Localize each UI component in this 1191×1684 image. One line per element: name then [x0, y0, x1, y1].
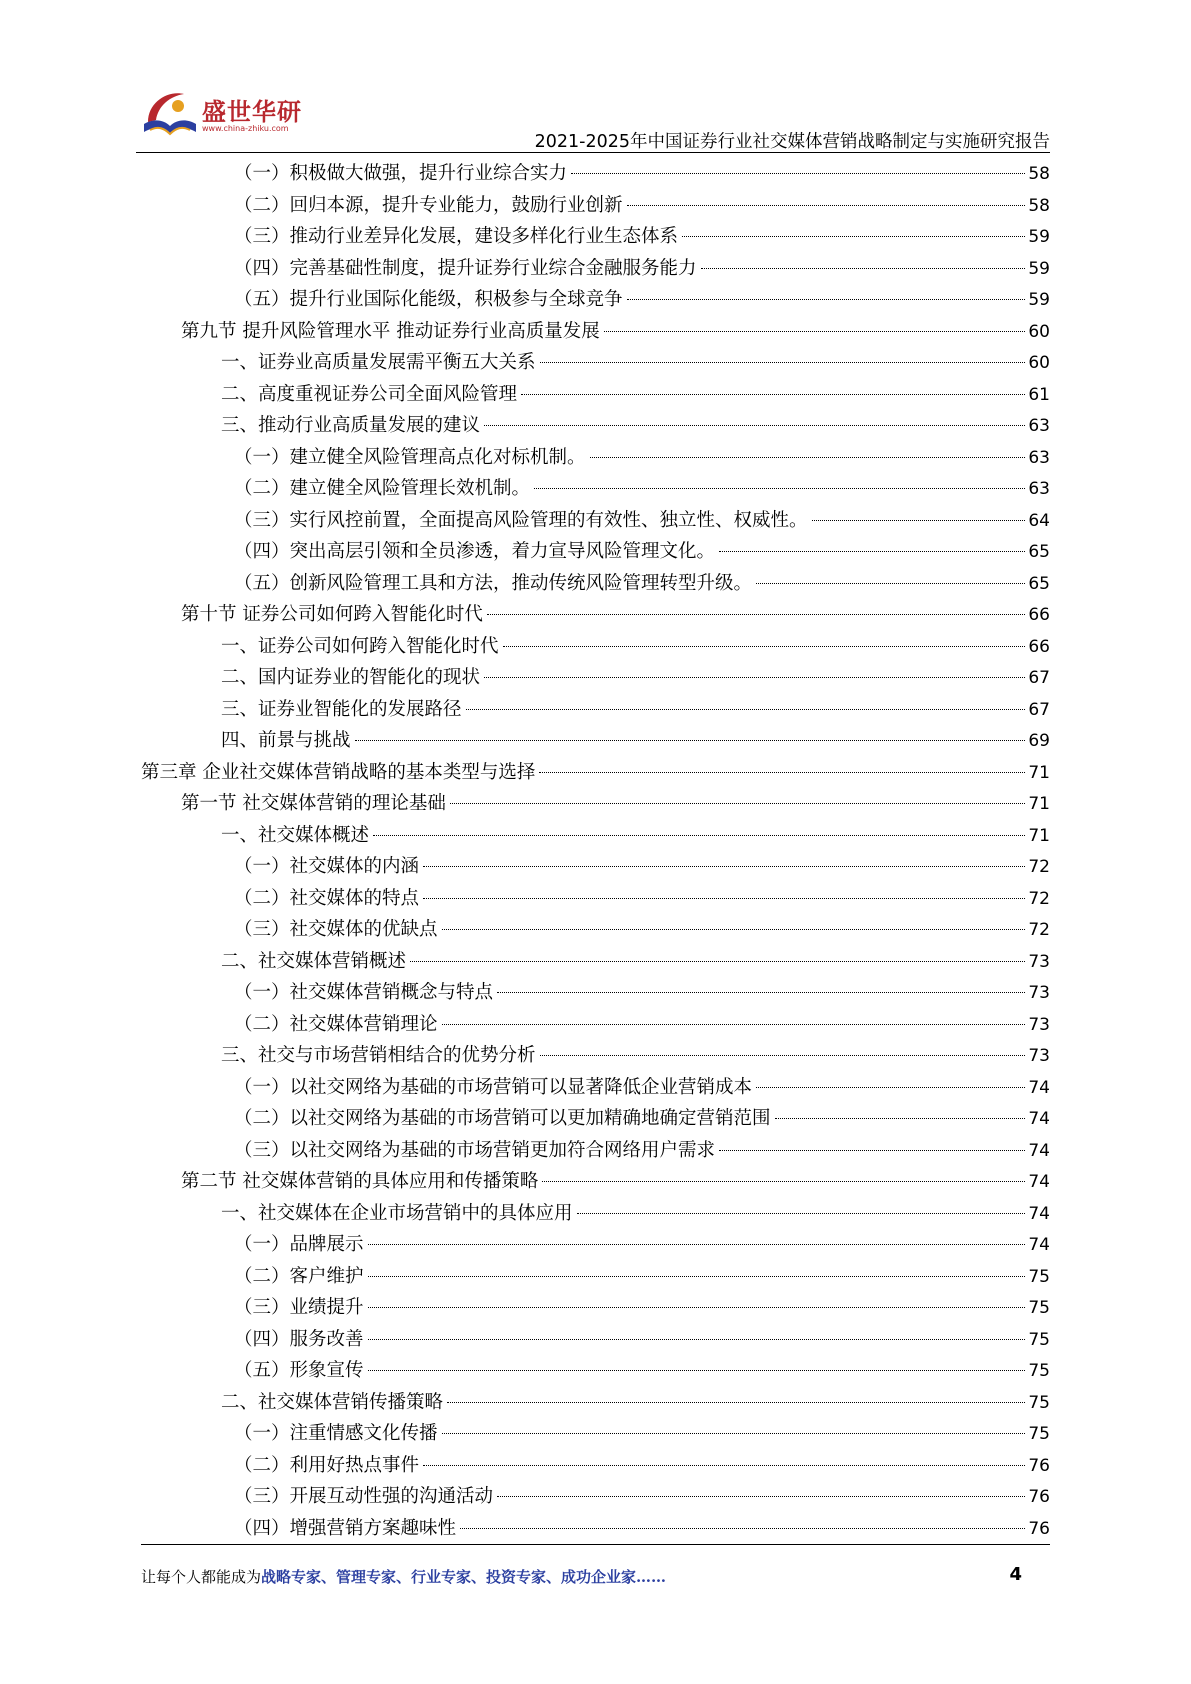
toc-entry-title: （二）回归本源，提升专业能力，鼓励行业创新 [234, 194, 623, 216]
toc-entry-title: （三）推动行业差异化发展，建设多样化行业生态体系 [234, 226, 679, 247]
toc-entry[interactable] [141, 1041, 1050, 1073]
toc-entry-title: （一）注重情感文化传播 [234, 1423, 438, 1444]
toc-entry-page: 74 [1028, 1203, 1050, 1224]
toc-entry[interactable] [141, 1073, 1050, 1105]
toc-entry[interactable] [141, 285, 1050, 317]
toc-entry[interactable] [141, 726, 1050, 758]
toc-entry[interactable] [141, 978, 1050, 1010]
footer-slogan-emphasis: 战略专家、管理专家、行业专家、投资专家、成功企业家…… [261, 1568, 667, 1586]
toc-entry[interactable] [141, 884, 1050, 916]
toc-dot-leader [542, 1181, 1025, 1182]
toc-entry-title: （二）客户维护 [234, 1265, 364, 1287]
toc-entry[interactable] [141, 1010, 1050, 1042]
toc-entry-page: 69 [1028, 731, 1050, 751]
toc-entry[interactable] [141, 947, 1050, 979]
toc-dot-leader [460, 1528, 1025, 1529]
toc-dot-leader [355, 740, 1026, 741]
toc-entry-page: 72 [1028, 857, 1050, 877]
toc-entry-page: 75 [1028, 1424, 1050, 1444]
toc-entry-page: 73 [1028, 983, 1050, 1003]
toc-entry-page: 63 [1028, 447, 1050, 468]
toc-dot-leader [590, 457, 1026, 458]
toc-dot-leader [368, 1370, 1026, 1371]
logo-name: 盛世华研 [202, 98, 302, 126]
toc-entry[interactable] [141, 1514, 1050, 1546]
toc-entry-page: 74 [1028, 1172, 1050, 1192]
company-logo [140, 80, 310, 146]
toc-entry-title: （二）社交媒体的特点 [234, 887, 420, 909]
toc-dot-leader [503, 646, 1026, 647]
toc-dot-leader [719, 1150, 1025, 1151]
toc-entry[interactable] [141, 1293, 1050, 1325]
toc-dot-leader [442, 1433, 1026, 1434]
toc-dot-leader [487, 614, 1025, 615]
toc-entry-page: 61 [1028, 384, 1050, 405]
toc-dot-leader [484, 425, 1025, 426]
toc-dot-leader [410, 961, 1025, 962]
toc-entry-title: 二、国内证券业的智能化的现状 [221, 667, 481, 688]
toc-entry-title: 一、证券公司如何跨入智能化时代 [221, 635, 499, 657]
toc-entry-page: 74 [1028, 1140, 1050, 1161]
toc-entry[interactable] [141, 1199, 1050, 1231]
toc-entry-page: 66 [1028, 636, 1050, 657]
toc-entry-page: 63 [1028, 416, 1050, 436]
toc-dot-leader [540, 362, 1026, 363]
toc-entry-title: （一）积极做大做强，提升行业综合实力 [234, 163, 568, 184]
toc-dot-leader [627, 205, 1026, 206]
toc-entry[interactable] [141, 1230, 1050, 1262]
toc-dot-leader [534, 488, 1025, 489]
toc-dot-leader [450, 803, 1025, 804]
toc-dot-leader [756, 1087, 1025, 1088]
toc-dot-leader [571, 173, 1025, 174]
toc-entry-page: 59 [1028, 227, 1050, 247]
toc-entry-page: 71 [1028, 825, 1050, 846]
toc-entry[interactable] [141, 852, 1050, 884]
toc-entry-page: 72 [1028, 920, 1050, 940]
toc-entry[interactable] [141, 663, 1050, 695]
toc-entry[interactable] [141, 380, 1050, 412]
toc-dot-leader [756, 583, 1025, 584]
toc-dot-leader [682, 236, 1025, 237]
toc-entry-page: 71 [1028, 794, 1050, 814]
toc-entry-page: 65 [1028, 542, 1050, 562]
toc-entry[interactable] [141, 411, 1050, 443]
toc-entry-title: （四）增强营销方案趣味性 [234, 1517, 457, 1539]
toc-entry[interactable] [141, 758, 1050, 790]
toc-dot-leader [775, 1118, 1026, 1119]
toc-dot-leader [368, 1307, 1026, 1308]
toc-entry-page: 67 [1028, 668, 1050, 688]
toc-entry-title: 第十节 证券公司如何跨入智能化时代 [181, 604, 483, 625]
toc-entry[interactable] [141, 317, 1050, 349]
toc-entry-title: 二、高度重视证券公司全面风险管理 [221, 383, 518, 405]
logo-url: www.china-zhiku.com [202, 124, 289, 133]
toc-entry[interactable] [141, 821, 1050, 853]
toc-entry-title: 第一节 社交媒体营销的理论基础 [181, 793, 446, 814]
toc-entry-page: 64 [1028, 510, 1050, 531]
page-footer [141, 1566, 1050, 1590]
toc-dot-leader [539, 772, 1025, 773]
toc-entry-page: 59 [1028, 290, 1050, 310]
footer-slogan-lead: 让每个人都能成为 [141, 1568, 262, 1586]
toc-entry-page: 72 [1028, 888, 1050, 909]
toc-entry-page: 60 [1028, 321, 1050, 342]
toc-entry-title: （一）社交媒体营销概念与特点 [234, 982, 494, 1003]
toc-dot-leader [442, 929, 1026, 930]
toc-entry-page: 71 [1028, 762, 1050, 783]
toc-dot-leader [368, 1339, 1026, 1340]
toc-entry-title: （二）社交媒体营销理论 [234, 1013, 438, 1035]
toc-entry[interactable] [141, 695, 1050, 727]
toc-dot-leader [423, 1465, 1025, 1466]
toc-entry-title: （二）建立健全风险管理长效机制。 [234, 478, 531, 499]
toc-dot-leader [577, 1213, 1026, 1214]
toc-entry-page: 67 [1028, 699, 1050, 720]
toc-entry-title: 第三章 企业社交媒体营销战略的基本类型与选择 [141, 761, 536, 783]
toc-entry[interactable] [141, 254, 1050, 286]
toc-dot-leader [447, 1402, 1025, 1403]
toc-entry-title: （二）以社交网络为基础的市场营销可以更加精确地确定营销范围 [234, 1108, 771, 1129]
toc-entry-title: （一）建立健全风险管理高点化对标机制。 [234, 446, 586, 468]
toc-entry[interactable] [141, 569, 1050, 601]
toc-entry-title: 三、社交与市场营销相结合的优势分析 [221, 1045, 536, 1066]
toc-entry-title: （三）开展互动性强的沟通活动 [234, 1486, 494, 1507]
toc-entry[interactable] [141, 222, 1050, 254]
toc-entry-title: （五）创新风险管理工具和方法，推动传统风险管理转型升级。 [234, 572, 753, 594]
logo-emblem-icon [140, 84, 200, 144]
toc-dot-leader [368, 1244, 1026, 1245]
toc-dot-leader [627, 299, 1026, 300]
toc-entry-title: 第二节 社交媒体营销的具体应用和传播策略 [181, 1171, 539, 1192]
toc-dot-leader [368, 1276, 1026, 1277]
toc-entry-page: 60 [1028, 353, 1050, 373]
toc-entry-title: 一、社交媒体概述 [221, 824, 370, 846]
toc-entry-title: 一、证券业高质量发展需平衡五大关系 [221, 352, 536, 373]
page-header [136, 80, 1050, 150]
toc-entry-title: （五）提升行业国际化能级，积极参与全球竞争 [234, 289, 623, 310]
toc-entry[interactable] [141, 1136, 1050, 1168]
table-of-contents [141, 159, 1050, 1545]
toc-dot-leader [442, 1024, 1026, 1025]
toc-entry[interactable] [141, 1104, 1050, 1136]
header-divider [136, 152, 1050, 153]
toc-entry[interactable] [141, 474, 1050, 506]
toc-entry-page: 73 [1028, 951, 1050, 972]
toc-entry-title: 二、社交媒体营销概述 [221, 950, 407, 972]
report-title: 2021-2025年中国证券行业社交媒体营销战略制定与实施研究报告 [534, 132, 1050, 152]
toc-entry-page: 75 [1028, 1266, 1050, 1287]
toc-entry-page: 73 [1028, 1014, 1050, 1035]
toc-entry[interactable] [141, 1388, 1050, 1420]
toc-dot-leader [521, 394, 1025, 395]
toc-entry-page: 58 [1028, 164, 1050, 184]
toc-entry[interactable] [141, 1167, 1050, 1199]
toc-dot-leader [497, 992, 1025, 993]
toc-entry-title: （二）利用好热点事件 [234, 1454, 420, 1476]
toc-dot-leader [701, 268, 1026, 269]
toc-dot-leader [812, 520, 1026, 521]
toc-entry-title: （四）完善基础性制度，提升证券行业综合金融服务能力 [234, 257, 697, 279]
toc-entry-page: 76 [1028, 1487, 1050, 1507]
footer-divider [141, 1544, 1050, 1545]
toc-entry-title: （三）社交媒体的优缺点 [234, 919, 438, 940]
toc-entry[interactable] [141, 1262, 1050, 1294]
toc-entry[interactable] [141, 915, 1050, 947]
toc-entry-page: 74 [1028, 1077, 1050, 1098]
toc-entry[interactable] [141, 1482, 1050, 1514]
toc-entry-page: 76 [1028, 1455, 1050, 1476]
toc-entry-title: 第九节 提升风险管理水平 推动证券行业高质量发展 [181, 320, 600, 342]
toc-entry[interactable] [141, 1356, 1050, 1388]
toc-dot-leader [604, 331, 1026, 332]
toc-entry-title: （五）形象宣传 [234, 1360, 364, 1381]
toc-entry-page: 75 [1028, 1361, 1050, 1381]
toc-entry-title: （一）品牌展示 [234, 1234, 364, 1255]
toc-dot-leader [373, 835, 1025, 836]
toc-entry[interactable] [141, 159, 1050, 191]
toc-entry[interactable] [141, 632, 1050, 664]
toc-dot-leader [423, 898, 1025, 899]
toc-entry[interactable] [141, 348, 1050, 380]
toc-entry-page: 74 [1028, 1109, 1050, 1129]
toc-entry[interactable] [141, 1419, 1050, 1451]
toc-entry-page: 74 [1028, 1235, 1050, 1255]
toc-dot-leader [497, 1496, 1025, 1497]
toc-entry-title: 三、推动行业高质量发展的建议 [221, 415, 481, 436]
toc-entry-title: （三）业绩提升 [234, 1297, 364, 1318]
toc-entry[interactable] [141, 600, 1050, 632]
toc-entry-page: 75 [1028, 1329, 1050, 1350]
toc-entry-title: 三、证券业智能化的发展路径 [221, 698, 462, 720]
toc-entry-page: 75 [1028, 1392, 1050, 1413]
toc-entry-title: （三）实行风控前置，全面提高风险管理的有效性、独立性、权威性。 [234, 509, 808, 531]
toc-entry-page: 66 [1028, 605, 1050, 625]
toc-dot-leader [466, 709, 1026, 710]
toc-entry-title: 二、社交媒体营销传播策略 [221, 1391, 444, 1413]
toc-entry-title: （四）服务改善 [234, 1328, 364, 1350]
toc-entry-title: （一）以社交网络为基础的市场营销可以显著降低企业营销成本 [234, 1076, 753, 1098]
toc-entry[interactable] [141, 191, 1050, 223]
toc-dot-leader [719, 551, 1025, 552]
toc-entry-title: 四、前景与挑战 [221, 730, 351, 751]
toc-dot-leader [540, 1055, 1026, 1056]
toc-dot-leader [423, 866, 1025, 867]
toc-entry-page: 58 [1028, 195, 1050, 216]
toc-entry-page: 76 [1028, 1518, 1050, 1539]
toc-entry-title: （四）突出高层引领和全员渗透，着力宣导风险管理文化。 [234, 541, 716, 562]
toc-entry[interactable] [141, 1451, 1050, 1483]
page-number: 4 [1009, 1564, 1022, 1585]
toc-entry-title: 一、社交媒体在企业市场营销中的具体应用 [221, 1202, 573, 1224]
toc-entry-page: 65 [1028, 573, 1050, 594]
toc-entry-page: 75 [1028, 1298, 1050, 1318]
toc-entry-title: （一）社交媒体的内涵 [234, 856, 420, 877]
toc-entry-page: 59 [1028, 258, 1050, 279]
toc-entry[interactable] [141, 789, 1050, 821]
toc-entry[interactable] [141, 1325, 1050, 1357]
toc-entry[interactable] [141, 506, 1050, 538]
toc-dot-leader [484, 677, 1025, 678]
toc-entry[interactable] [141, 537, 1050, 569]
toc-entry-page: 73 [1028, 1046, 1050, 1066]
toc-entry[interactable] [141, 443, 1050, 475]
toc-entry-page: 63 [1028, 479, 1050, 499]
toc-entry-title: （三）以社交网络为基础的市场营销更加符合网络用户需求 [234, 1139, 716, 1161]
